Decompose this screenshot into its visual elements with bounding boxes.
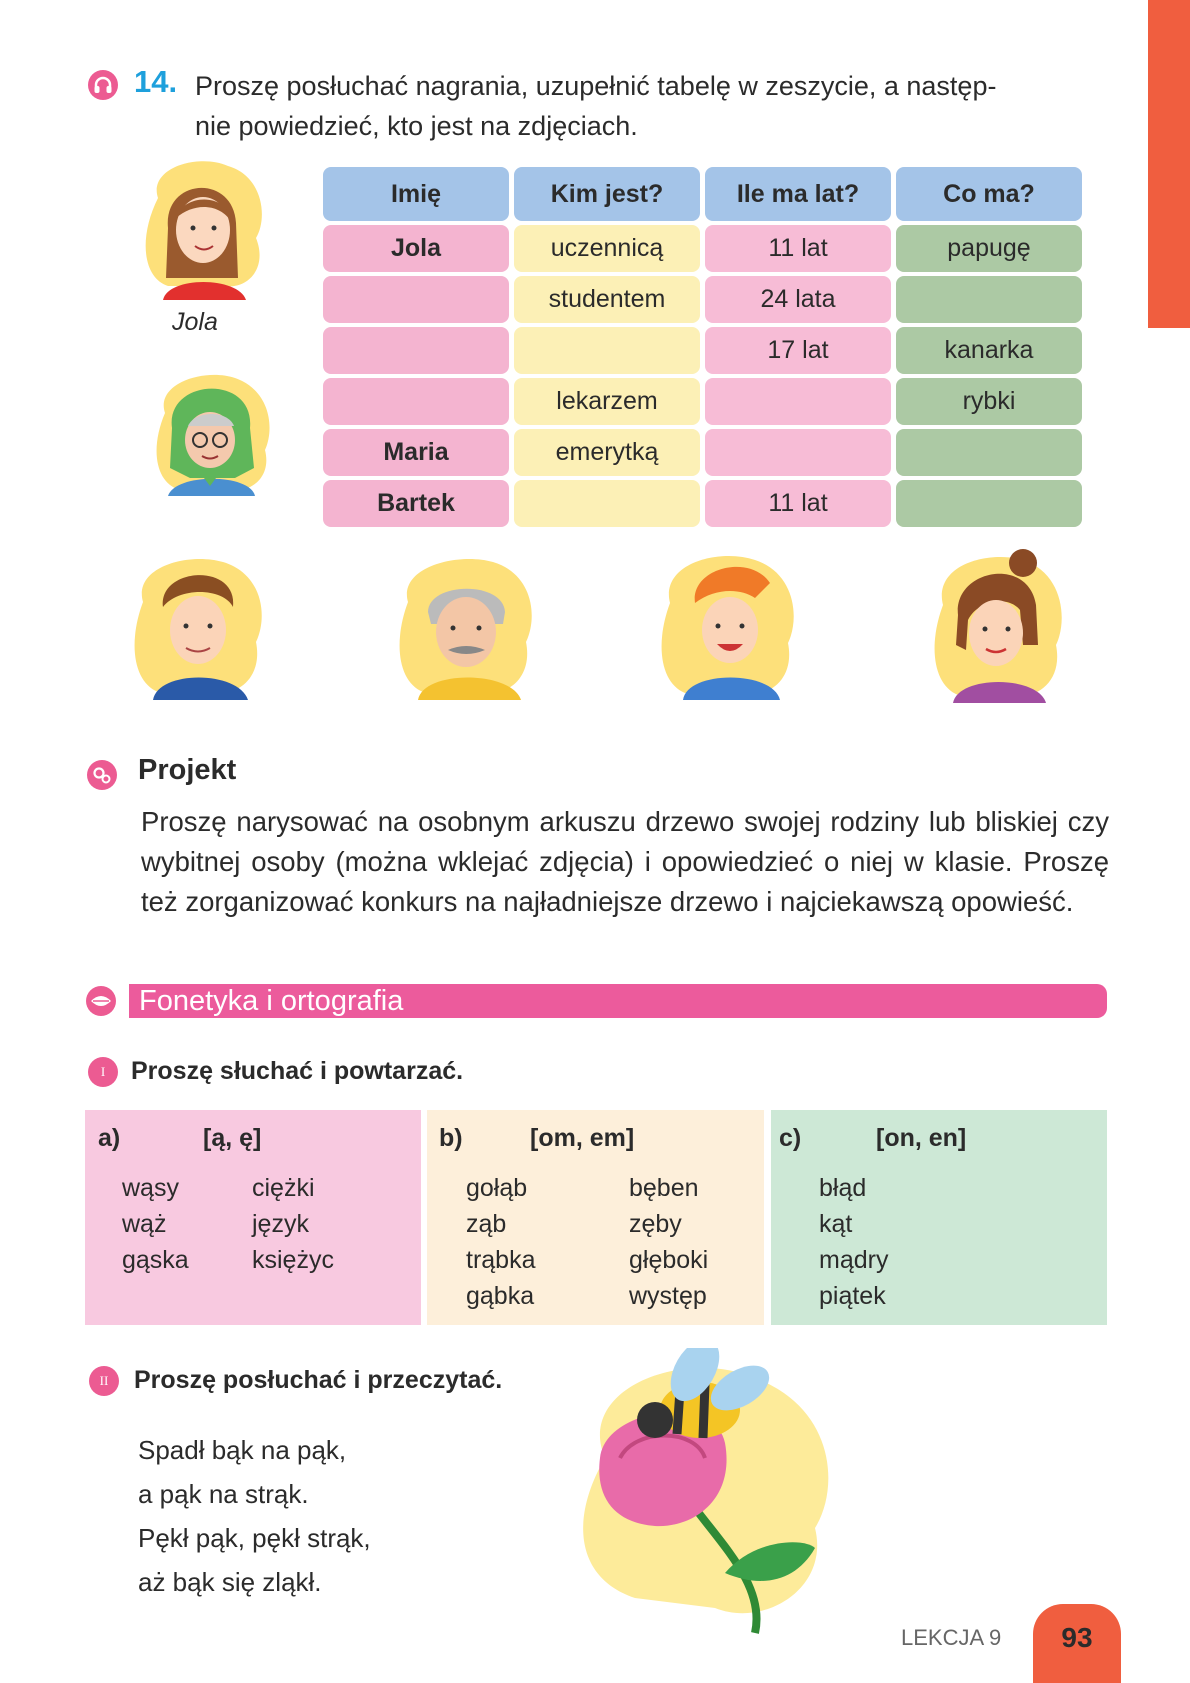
page-number: 93 bbox=[1061, 1622, 1093, 1653]
word-column bbox=[629, 1170, 708, 1314]
boy-portrait bbox=[655, 548, 805, 700]
lips-icon bbox=[86, 986, 116, 1016]
word: piątek bbox=[819, 1282, 886, 1310]
exercise-instruction-line1: Proszę posłuchać nagrania, uzupełnić tabelę w zeszycie, a następ- bbox=[195, 71, 997, 101]
word-column bbox=[819, 1170, 888, 1314]
lesson-label: LEKCJA 9 bbox=[901, 1625, 1002, 1650]
poem bbox=[138, 1428, 371, 1604]
table-cell bbox=[323, 378, 509, 425]
sound-box-c bbox=[771, 1110, 1107, 1325]
side-color-tab bbox=[1148, 0, 1190, 328]
header-ile-ma-lat: Ile ma lat? bbox=[705, 167, 891, 221]
project-text: Proszę narysować na osobnym arkuszu drzewo swojej rodziny lub bliskiej czy wybitnej osoby (można wklejać zdjęcia) i opowiedzieć o niej w klasie. Proszę też zorganizować konkurs na najładniejsze drzewo i najciekawszą opowieść. bbox=[141, 806, 1109, 917]
exercise-marker-2: II bbox=[89, 1366, 119, 1396]
table-cell: 11 lat bbox=[705, 480, 891, 527]
bee-on-flower-illustration bbox=[565, 1348, 845, 1638]
table-cell: Maria bbox=[323, 429, 509, 476]
word: zęby bbox=[629, 1210, 682, 1238]
exercise-2-title: Proszę posłuchać i przeczytać. bbox=[134, 1366, 503, 1394]
table-cell bbox=[705, 429, 891, 476]
table-cell: Jola bbox=[323, 225, 509, 272]
phonetics-banner-label: Fonetyka i ortografia bbox=[139, 985, 404, 1017]
table-cell: 11 lat bbox=[705, 225, 891, 272]
table-cell: kanarka bbox=[896, 327, 1082, 374]
sound-box-b bbox=[427, 1110, 764, 1325]
exercise-marker-1: I bbox=[88, 1057, 118, 1087]
jola-portrait bbox=[138, 158, 268, 300]
table-cell: lekarzem bbox=[514, 378, 700, 425]
exercise-instruction-line2: nie powiedzieć, kto jest na zdjęciach. bbox=[195, 111, 638, 141]
poem-line: Spadł bąk na pąk, bbox=[138, 1435, 347, 1465]
young-man-portrait bbox=[128, 552, 270, 700]
table-cell bbox=[896, 276, 1082, 323]
table-cell bbox=[514, 327, 700, 374]
exercise-1-title: Proszę słuchać i powtarzać. bbox=[131, 1057, 464, 1085]
header-co-ma: Co ma? bbox=[896, 167, 1082, 221]
exercise-number: 14. bbox=[134, 64, 178, 99]
word-column bbox=[252, 1170, 334, 1278]
box-label: c) bbox=[779, 1124, 802, 1152]
grandma-portrait bbox=[150, 368, 275, 496]
table-cell bbox=[514, 480, 700, 527]
woman-portrait bbox=[928, 545, 1068, 703]
word: księżyc bbox=[252, 1246, 334, 1274]
word: ząb bbox=[466, 1210, 507, 1238]
poem-line: aż bąk się zląkł. bbox=[138, 1567, 322, 1597]
box-sounds: [om, em] bbox=[530, 1124, 635, 1152]
poem-line: a pąk na strąk. bbox=[138, 1479, 309, 1509]
word: gąska bbox=[122, 1246, 189, 1274]
table-cell: uczennicą bbox=[514, 225, 700, 272]
box-sounds: [ą, ę] bbox=[203, 1124, 262, 1152]
poem-line: Pękł pąk, pękł strąk, bbox=[138, 1523, 371, 1553]
table-cell bbox=[323, 276, 509, 323]
box-label: a) bbox=[98, 1124, 121, 1152]
word: wąsy bbox=[122, 1174, 179, 1202]
word: występ bbox=[629, 1282, 707, 1310]
table-cell: studentem bbox=[514, 276, 700, 323]
header-imie: Imię bbox=[323, 167, 509, 221]
word: gołąb bbox=[466, 1174, 528, 1202]
headphones-icon bbox=[88, 70, 118, 100]
table-cell bbox=[896, 480, 1082, 527]
sound-box-a bbox=[85, 1110, 421, 1325]
word: język bbox=[252, 1210, 309, 1238]
word: bęben bbox=[629, 1174, 699, 1202]
box-sounds: [on, en] bbox=[876, 1124, 967, 1152]
table-cell: Bartek bbox=[323, 480, 509, 527]
header-kim-jest: Kim jest? bbox=[514, 167, 700, 221]
word: gąbka bbox=[466, 1282, 535, 1310]
box-label: b) bbox=[439, 1124, 463, 1152]
word: wąż bbox=[122, 1210, 167, 1238]
gears-icon bbox=[87, 760, 117, 790]
table-cell: 17 lat bbox=[705, 327, 891, 374]
word: trąbka bbox=[466, 1246, 536, 1274]
table-cell bbox=[705, 378, 891, 425]
jola-photo-label: Jola bbox=[172, 308, 218, 336]
table-cell: emerytką bbox=[514, 429, 700, 476]
table-cell: papugę bbox=[896, 225, 1082, 272]
word: błąd bbox=[819, 1174, 867, 1202]
table-cell bbox=[896, 429, 1082, 476]
table-cell: rybki bbox=[896, 378, 1082, 425]
table-cell bbox=[323, 327, 509, 374]
info-table bbox=[323, 167, 1082, 527]
word-column bbox=[466, 1170, 535, 1314]
word: kąt bbox=[819, 1210, 853, 1238]
project-title: Projekt bbox=[138, 754, 237, 786]
word-column bbox=[122, 1170, 189, 1278]
grandpa-portrait bbox=[393, 552, 543, 700]
word: ciężki bbox=[252, 1174, 315, 1202]
word: mądry bbox=[819, 1246, 889, 1274]
table-cell: 24 lata bbox=[705, 276, 891, 323]
word: głęboki bbox=[629, 1246, 709, 1274]
